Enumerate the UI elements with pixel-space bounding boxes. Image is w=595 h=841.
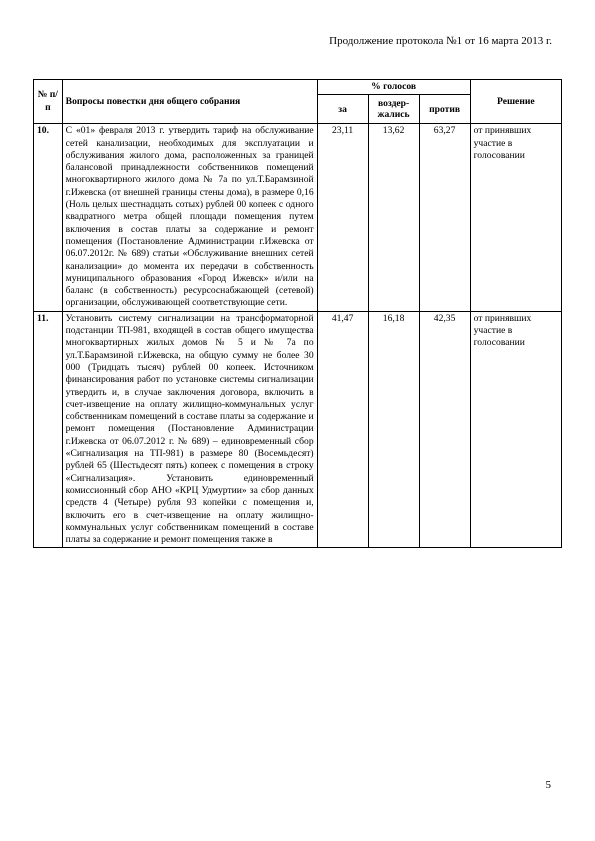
page-number: 5: [545, 779, 551, 791]
decision-text: от принявших участие в голосовании: [470, 124, 561, 311]
decision-text: от принявших участие в голосовании: [470, 311, 561, 548]
column-header-abstained: воздер-жались: [368, 95, 419, 124]
column-header-votes-percent: % голосов: [317, 80, 470, 95]
votes-against-value: 42,35: [419, 311, 470, 548]
page-header: Продолжение протокола №1 от 16 марта 2013 г.: [329, 35, 552, 47]
agenda-question-text: Установить систему сигнализации на трансформаторной подстанции ТП-981, входящей в состав общего имущества многоквартирных жилых домов № 5 и № 7а по ул.Т.Барамзиной г.Ижевска, на общую сумму не более 30 000 (Тридцать тысяч) рублей 00 копеек. Источником финансирования работ по установке системы сигнализации утвердить и, в случае заключения договора, включить в счет-извещение на оплату жилищно-коммунальных услуг собственникам помещений в составе платы за содержание и ремонт помещения (Постановление Администрации г.Ижевска от 06.07.2012 г. № 689) – единовременный сбор «Сигнализация на ТП-981) в размере 80 (Восемьдесят) рублей 65 (Шестьдесят пять) копеек с помещения в строку «Сигнализация». Установить единовременный комиссионный сбор АНО «КРЦ Удмуртии» за сбор данных средств 4 (Четыре) рубля 93 копейки с помещения и, включить его в счет-извещение на оплату жилищно-коммунальных услуг собственникам помещений в составе платы за содержание и ремонт помещения также в: [62, 311, 317, 548]
votes-for-value: 23,11: [317, 124, 368, 311]
table-row: [34, 124, 562, 311]
agenda-votes-table: [33, 79, 562, 548]
table-row: [34, 311, 562, 548]
agenda-question-text: С «01» февраля 2013 г. утвердить тариф на обслуживание сетей канализации, необходимых для эксплуатации и обслуживания жилого дома, расположенных за границей балансовой принадлежности собственников помещений многоквартирного жилого дома № 7а по ул.Т.Барамзиной г.Ижевска (от внешней границы стены дома), в размере 0,16 (Ноль целых шестнадцать сотых) рублей 00 копеек с одного квадратного метра общей площади помещения путем включения в состав платы за содержание и ремонт помещения (Постановление Администрации г.Ижевска от 06.07.2012г. № 689) статьи «Обслуживание внешних сетей канализации» до момента их передачи в собственность муниципального образования «Город Ижевск» и/или на баланс (в собственность) ресурсоснабжающей (сетевой) организации, обслуживающей соответствующие сети.: [62, 124, 317, 311]
votes-against-value: 63,27: [419, 124, 470, 311]
item-number: 11.: [34, 311, 63, 548]
votes-for-value: 41,47: [317, 311, 368, 548]
column-header-against: против: [419, 95, 470, 124]
item-number: 10.: [34, 124, 63, 311]
column-header-for: за: [317, 95, 368, 124]
column-header-number: № п/п: [34, 80, 63, 124]
votes-abstained-value: 13,62: [368, 124, 419, 311]
column-header-decision: Решение: [470, 80, 561, 124]
column-header-question: Вопросы повестки дня общего собрания: [62, 80, 317, 124]
votes-abstained-value: 16,18: [368, 311, 419, 548]
